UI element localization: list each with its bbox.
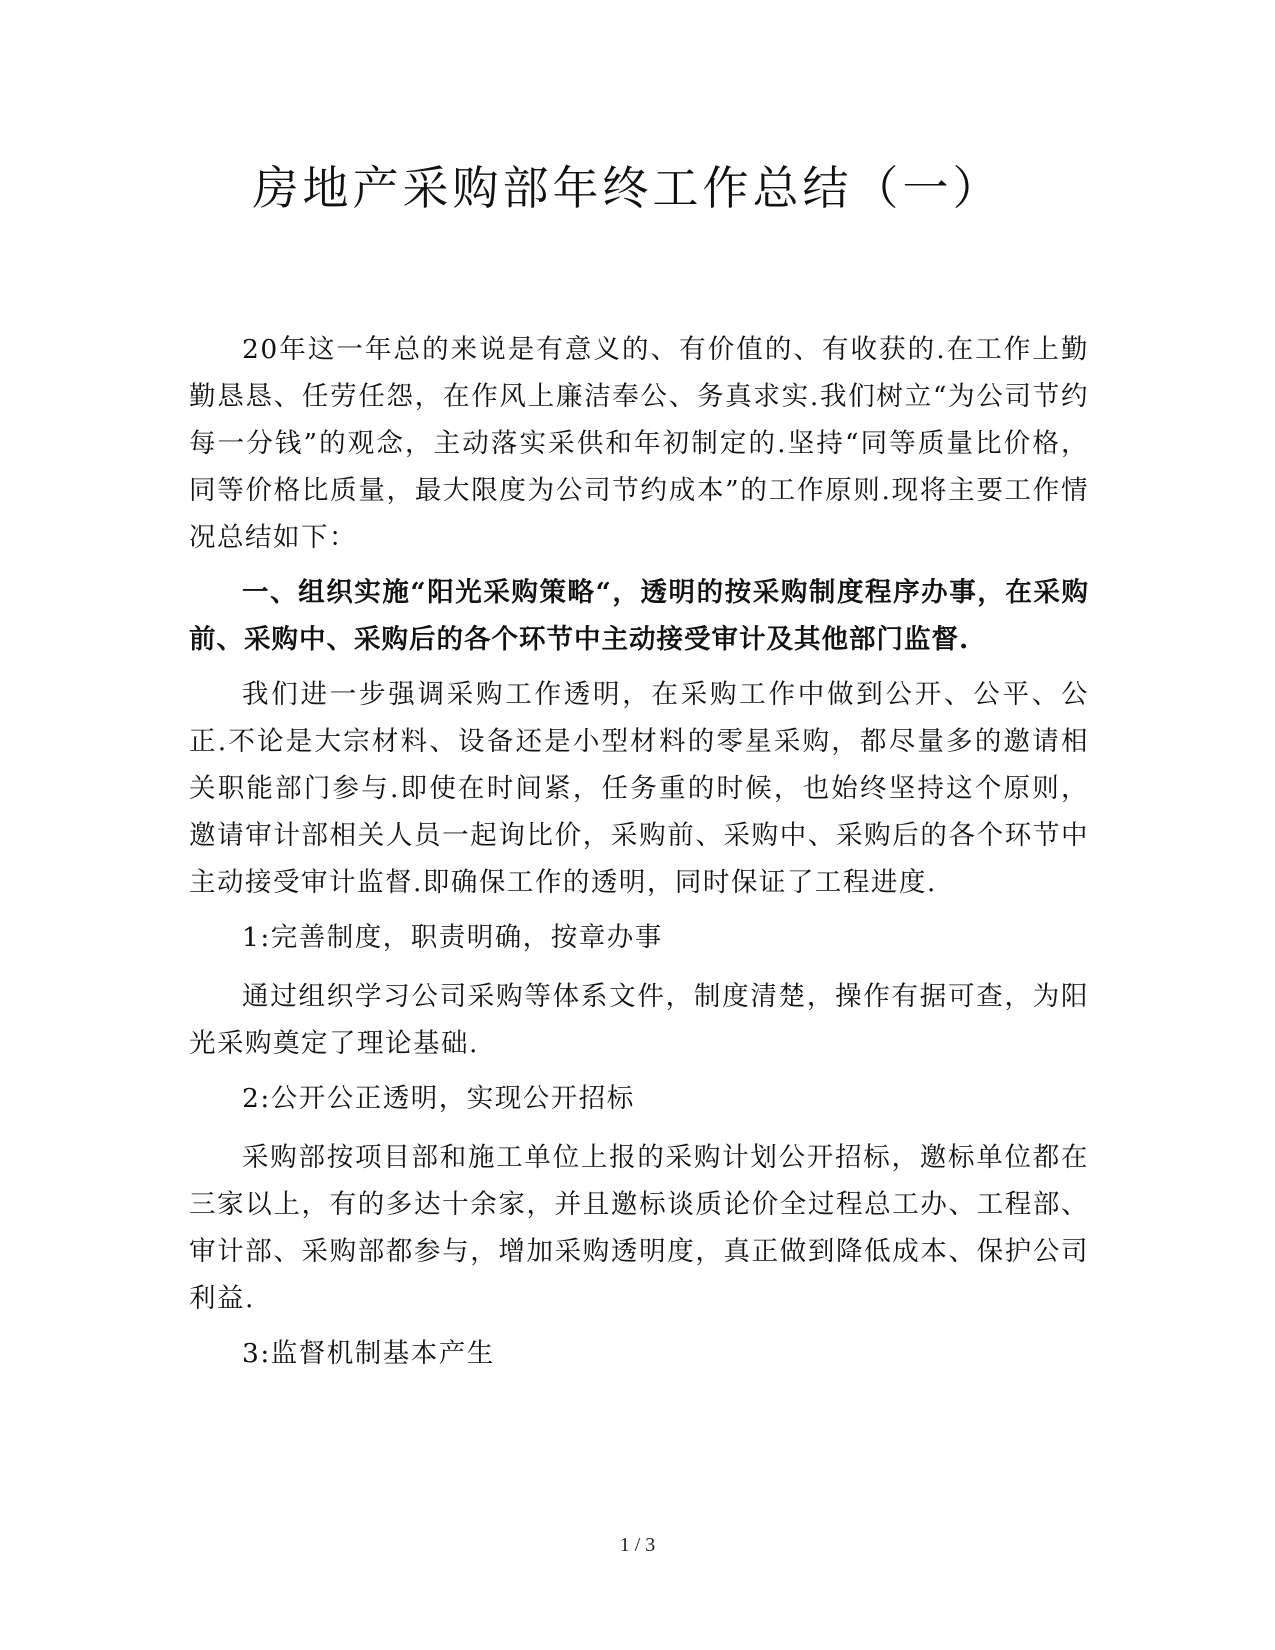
subheading: 2:公开公正透明，实现公开招标 xyxy=(242,1083,635,1114)
document-title: 房地产采购部年终工作总结（一） xyxy=(252,161,1003,215)
intro-paragraph: 20年这一年总的来说是有意义的、有价值的、有收获的.在工作上勤勤恳恳、任劳任怨，在作风上廉洁奉公、务真求实.我们树立“为公司节约每一分钱”的观念，主动落实采供和年初制定的.坚持“同等质量比价格，同等价格比质量，最大限度为公司节约成本”的工作原则.现将主要工作情况总结如下： xyxy=(189,334,1089,553)
body-paragraph: 采购部按项目部和施工单位上报的采购计划公开招标，邀标单位都在三家以上，有的多达十余家，并且邀标谈质论价全过程总工办、工程部、审计部、采购部都参与，增加采购透明度，真正做到降低成本、保护公司利益. xyxy=(189,1142,1089,1314)
document-body xyxy=(189,326,1089,1389)
page-number: 1 / 3 xyxy=(619,1534,656,1556)
subheading: 3:监督机制基本产生 xyxy=(242,1338,495,1369)
subheading: 1:完善制度，职责明确，按章办事 xyxy=(242,922,663,953)
body-paragraph: 我们进一步强调采购工作透明，在采购工作中做到公开、公平、公正.不论是大宗材料、设备还是小型材料的零星采购，都尽量多的邀请相关职能部门参与.即使在时间紧，任务重的时候，也始终坚持这个原则，邀请审计部相关人员一起询比价，采购前、采购中、采购后的各个环节中主动接受审计监督.即确保工作的透明，同时保证了工程进度. xyxy=(189,679,1089,898)
body-paragraph: 通过组织学习公司采购等体系文件，制度清楚，操作有据可查，为阳光采购奠定了理论基础. xyxy=(189,981,1089,1059)
section-heading: 一、组织实施“阳光采购策略“，透明的按采购制度程序办事，在采购前、采购中、采购后的各个环节中主动接受审计及其他部门监督. xyxy=(189,577,1089,655)
